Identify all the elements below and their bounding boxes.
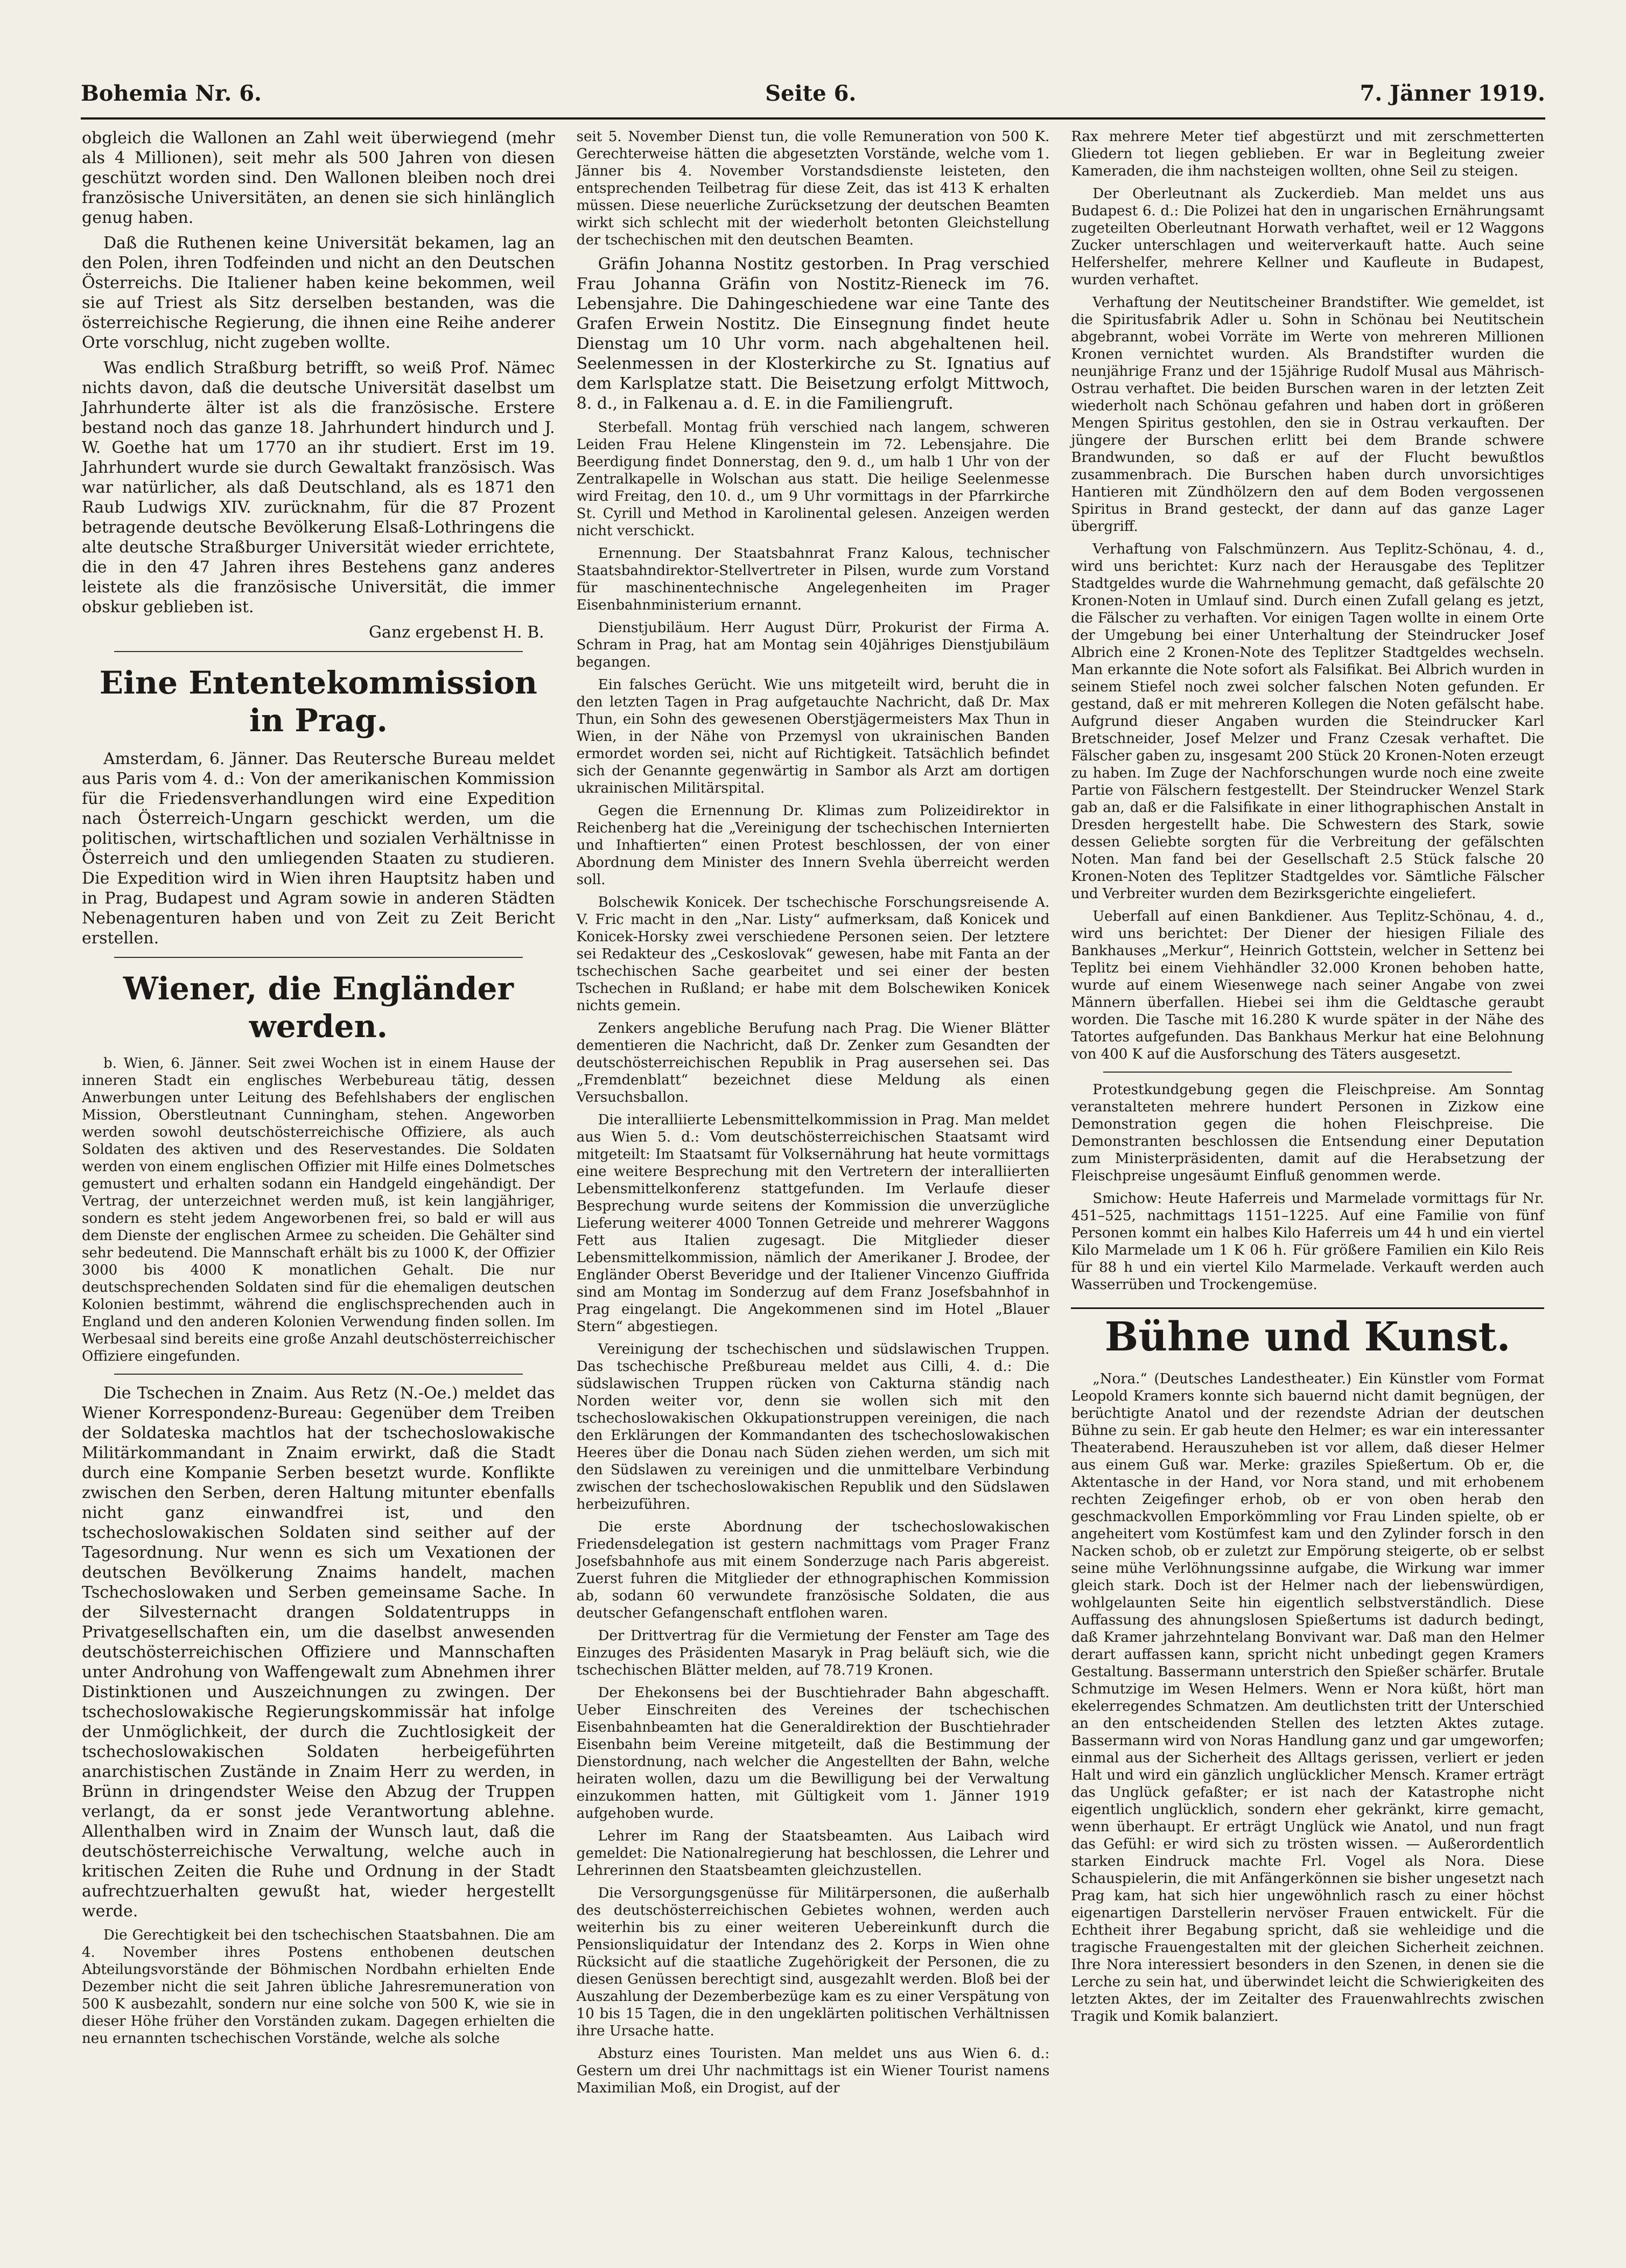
article-text: Der Ehekonsens bei der Buschtiehrader Bahn abgeschafft. Ueber Einschreiten des Vereines der tschechischen Eisenbahnbeamten hat die Generaldirektion der Buschtiehrader Eisenbahn beim Vereine mitgeteilt, daß die Bestimmung der Dienstordnung, nach welcher die Angestellten der Bahn, welche heiraten wollen, dazu um die Bewilligung bei der Verwaltung einzukommen hatten, mit Gültigkeit vom 1. Jänner 1919 aufgehoben wurde. (576, 1685, 1050, 1822)
article-text: Die Tschechen in Znaim. Aus Retz (N.-Oe.) meldet das Wiener Korrespondenz-Bureau: Gegenüber dem Treiben der Soldateska machtlos hat der tschechoslowakische Militärkommandant in Znaim erwirkt, daß die Stadt durch eine Kompanie Serben besetzt wurde. Konflikte zwischen den Serben, deren Haltung mitunter ebenfalls nicht ganz einwandfrei ist, und den tschechoslowakischen Soldaten sind seither auf der Tagesordnung. Nur wenn es sich um Vexationen der deutschen Bevölkerung Znaims handelt, machen Tschechoslowaken und Serben gemeinsame Sache. In der Silvesternacht drangen Soldatentrupps in Privatgesellschaften ein, um die daselbst anwesenden deutschösterreichischen Offiziere und Mannschaften unter Androhung von Waffengewalt zum Abnehmen ihrer Distinktionen und Auszeichnungen zu zwingen. Der tschechoslowakische Regierungskommissär hat infolge der Unmöglichkeit, der durch die Zuchtlosigkeit der tschechoslowakischen Soldaten herbeigeführten anarchistischen Zustände in Znaim Herr zu werden, in Brünn in dringendster Weise den Abzug der Truppen verlangt, da er sonst jede Verantwortung ablehne. Allenthalben wird in Znaim der Wunsch laut, daß die deutschösterreichische Verwaltung, welche auch in kritischen Zeiten die Ruhe und Ordnung in der Stadt aufrechtzuerhalten gewußt hat, wieder hergestellt werde. (82, 1384, 555, 1921)
article-text: Zenkers angebliche Berufung nach Prag. Die Wiener Blätter dementieren die Nachricht, daß Dr. Zenker zum Gesandten der deutschösterreichischen Republik in Prag ausersehen sei. Das „Fremdenblatt“ bezeichnet diese Meldung als einen Versuchsballon. (576, 1020, 1050, 1105)
divider (1103, 1072, 1512, 1073)
article-text: Was endlich Straßburg betrifft, so weiß Prof. Nämec nichts davon, daß die deutsche Universität daselbst um Jahrhunderte älter ist als die französische. Erstere bestand noch das ganze 18. Jahrhundert hindurch und J. W. Goethe hat um 1770 an ihr studiert. Erst im 19. Jahrhundert wurde sie durch Gewaltakt französisch. Was war natürlicher, als daß Deutschland, als es 1871 den Raub Ludwigs XIV. zurücknahm, für die 87 Prozent betragende deutsche Bevölkerung Elsaß-Lothringens die alte deutsche Straßburger Universität wieder errichtete, die in den 47 Jahren ihres Bestehens ganz anderes leistete als die französische Universität, die immer obskur geblieben ist. (82, 359, 555, 617)
article-text: seit 5. November Dienst tun, die volle Remuneration von 500 K. Gerechterweise hätten die abgesetzten Vorstände, welche vom 1. Jänner bis 4. November Vorstandsdienste leisteten, den entsprechenden Teilbetrag für diese Zeit, das ist 413 K erhalten müssen. Diese neuerliche Zurücksetzung der deutschen Beamten wirkt sich schlecht mit der wiederholt betonten Gleichstellung der tschechischen mit den deutschen Beamten. (576, 129, 1050, 248)
article-text: Verhaftung der Neutitscheiner Brandstifter. Wie gemeldet, ist die Spiritusfabrik Adler u. Sohn in Schönau bei Neutitschein abgebrannt, wobei Vorräte im Werte von mehreren Millionen Kronen vernichtet wurden. Als Brandstifter wurden die neunjährige Franz und der 15jährige Rudolf Musal aus Mährisch-Ostrau verhaftet. Die beiden Burschen waren in der letzten Zeit wiederholt nach Schönau gefahren und haben dort in größeren Mengen Spiritus gestohlen, den sie in Ostrau verkauften. Der jüngere der Burschen erlitt bei dem Brande schwere Brandwunden, so daß er auf der Flucht bewußtlos zusammenbrach. Die Burschen haben durch unvorsichtiges Hantieren mit Zündhölzern den auf dem Boden vergossenen Spiritus in Brand gesteckt, der dann auf das ganze Lager übergriff. (1071, 295, 1545, 535)
article-text: Die Gerechtigkeit bei den tschechischen Staatsbahnen. Die am 4. November ihres Postens enthobenen deutschen Abteilungsvorstände der Böhmischen Nordbahn erhielten Ende Dezember nicht die seit Jahren übliche Jahresremuneration von 500 K ausbezahlt, sondern nur eine solche von 500 K, wie sie in dieser Höhe früher den Vorständen zukam. Dagegen erhielten die neu ernannten tschechischen Vorstände, welche als solche (82, 1927, 555, 2047)
article-text: Der Oberleutnant als Zuckerdieb. Man meldet uns aus Budapest 6. d.: Die Polizei hat den in ungarischen Ernährungsamt zugeteilten Oberleutnant Horwath verhaftet, weil er 12 Waggons Zucker unterschlagen und weiterverkauft hatte. Auch seine Helfershelfer, mehrere Kellner und Kaufleute in Budapest, wurden verhaftet. (1071, 186, 1545, 288)
article-text: Verhaftung von Falschmünzern. Aus Teplitz-Schönau, 4. d., wird uns berichtet: Kurz nach der Herausgabe des Teplitzer Stadtgeldes wurde die Wahrnehmung gemacht, daß gefälschte 20 Kronen-Noten in Umlauf sind. Durch einen Zufall gelang es jetzt, die Fälscher zu verhaften. Vor einigen Tagen wollte in einem Orte der Umgebung bei einer Unterhaltung der Steindrucker Josef Albrich eine 2 Kronen-Note des Teplitzer Stadtgeldes wechseln. Man erkannte die Note sofort als Falsifikat. Bei Albrich wurden in seinem Stiefel noch zwei solcher falschen Noten gefunden. Er gestand, daß er mit mehreren Kollegen die Noten gefälscht habe. Aufgrund dieser Angaben wurden die Steindrucker Karl Bretschneider, Josef Melzer und Franz Czesak verhaftet. Die Fälscher gaben zu, insgesamt 200 Stück 20 Kronen-Noten erzeugt zu haben. Im Zuge der Nachforschungen wurde noch eine zweite Partie von Fälschern festgestellt. Der Steindrucker Wenzel Stark gab an, daß er die Falsifikate in einer lithographischen Anstalt in Dresden hergestellt habe. Die Schwestern des Stark, sowie dessen Geliebte sorgten für die Verbreitung der gefälschten Noten. Man fand bei der Gesellschaft 2.5 Stück falsche 20 Kronen-Noten des Teplitzer Stadtgeldes vor. Sämtliche Fälscher und Verbreiter wurden dem Bezirksgerichte eingeliefert. (1071, 541, 1545, 902)
masthead-page-number: Seite 6. (765, 81, 857, 106)
article-text: Amsterdam, 6. Jänner. Das Reutersche Bureau meldet aus Paris vom 4. d.: Von der amerikanischen Kommission für die Friedensverhandlungen wird eine Expedition nach Österreich-Ungarn geschickt werden, um die politischen, wirtschaftlichen und sozialen Verhältnisse in Österreich und den umliegenden Staaten zu studieren. Die Expedition wird in Wien ihren Hauptsitz haben und in Prag, Budapest und Agram sowie in anderen Städten Nebenagenturen haben und von Zeit zu Zeit Bericht erstellen. (82, 750, 555, 948)
article-text: Bolschewik Konicek. Der tschechische Forschungsreisende A. V. Fric macht in den „Nar. Listy“ aufmerksam, daß Konicek und Konicek-Horsky zwei verschiedene Personen seien. Der letztere sei Redakteur des „Ceskoslovak“ gewesen, habe mit Fanta an der tschechischen Sache gearbeitet und sei einer der besten Tschechen in Rußland; er habe mit dem Bolschewiken Konicek nichts gemein. (576, 894, 1050, 1014)
divider (114, 957, 523, 958)
article-text: Sterbefall. Montag früh verschied nach langem, schweren Leiden Frau Helene Klingenstein im 72. Lebensjahre. Die Beerdigung findet Donnerstag, den 9. d., um halb 1 Uhr von der Zentralkapelle in Wolschan aus statt. Die heilige Seelenmesse wird Freitag, den 10. d., um 9 Uhr vormittags in der Pfarrkirche St. Cyrill und Method in Karolinental gelesen. Anzeigen werden nicht verschickt. (576, 419, 1050, 539)
letter-signature: Ganz ergebenst H. B. (369, 623, 544, 642)
headline-ententekommission: Eine Ententekommission in Prag. (99, 664, 537, 739)
masthead-paper: Bohemia Nr. 6. (81, 81, 262, 106)
article-text: Gräfin Johanna Nostitz gestorben. In Prag verschied Frau Johanna Gräfin von Nostitz-Rieneck im 76. Lebensjahre. Die Dahingeschiedene war eine Tante des Grafen Erwein Nostitz. Die Einsegnung findet heute Dienstag um 10 Uhr vorm. nach abgehaltenen heil. Seelenmessen in der Klosterkirche zu St. Ignatius auf dem Karlsplatze statt. Die Beisetzung erfolgt Mittwoch, 8. d., in Falkenau a. d. E. in die Familiengruft. (576, 255, 1050, 413)
article-text: Daß die Ruthenen keine Universität bekamen, lag an den Polen, ihren Todfeinden und nicht an den Deutschen Österreichs. Die Italiener haben keine bekommen, weil sie auf Triest als Sitz derselben bestanden, was die österreichische Regierung, die ihnen eine Reihe anderer Orte vorschlug, nicht zugeben wollte. (82, 234, 555, 352)
article-text: Protestkundgebung gegen die Fleischpreise. Am Sonntag veranstalteten mehrere hundert Personen in Zizkow eine Demonstration gegen die hohen Fleischpreise. Die Demonstranten beschlossen die Entsendung einer Deputation zum Ministerpräsidenten, damit auf die Herabsetzung der Fleischpreise ungesäumt Einfluß genommen werde. (1071, 1082, 1545, 1184)
article-text: Ein falsches Gerücht. Wie uns mitgeteilt wird, beruht die in den letzten Tagen in Prag aufgetauchte Nachricht, daß Dr. Max Thun, ein Sohn des gewesenen Oberstjägermeisters Max Thun in Wien, in der Nähe von Przemysl von ukrainischen Banden ermordet worden sei, nicht auf Richtigkeit. Tatsächlich befindet sich der Genannte gegenwärtig in Sambor als Arzt am dortigen ukrainischen Militärspital. (576, 677, 1050, 796)
article-text: Die erste Abordnung der tschechoslowakischen Friedensdelegation ist gestern nachmittags vom Prager Franz Josefsbahnhofe aus mit einem Sonderzuge nach Paris abgereist. Zuerst fuhren die Mitglieder der ethnographischen Kommission ab, sodann 60 verwundete französische Soldaten, die aus deutscher Gefangenschaft entflohen waren. (576, 1519, 1050, 1621)
article-text: Smichow: Heute Haferreis und Marmelade vormittags für Nr. 451–525, nachmittags 1151–1225. Auf eine Familie von fünf Personen kommt ein halbes Kilo Haferreis um 44 h und ein viertel Kilo Marmelade um 1 K 06 h. Für größere Familien ein Kilo Reis für 88 h und ein viertel Kilo Marmelade. Verkauft werden auch Wasserrüben und Trockengemüse. (1071, 1191, 1545, 1293)
article-text: Lehrer im Rang der Staatsbeamten. Aus Laibach wird gemeldet: Die Nationalregierung hat beschlossen, die Lehrer und Lehrerinnen den Staatsbeamten gleichzustellen. (576, 1828, 1050, 1879)
article-text: Absturz eines Touristen. Man meldet uns aus Wien 6. d.: Gestern um drei Uhr nachmittags ist ein Wiener Tourist namens Maximilian Moß, ein Drogist, auf der (576, 2046, 1050, 2096)
column-2 (576, 128, 1051, 2220)
article-text: Gegen die Ernennung Dr. Klimas zum Polizeidirektor in Reichenberg hat die „Vereinigung der tschechischen Internierten und Inhaftierten“ einen Protest beschlossen, der von einer Abordnung dem Minister des Innern Svehla überreicht werden soll. (576, 803, 1050, 888)
article-text: „Nora.“ (Deutsches Landestheater.) Ein Künstler vom Format Leopold Kramers konnte sich bauernd nicht damit begnügen, der berüchtigte Anatol und der rezendste Adrian der deutschen Bühne zu sein. Er gab heute den Helmer; es war ein interessanter Theaterabend. Herauszuheben ist vor allem, daß dieser Helmer aus einem Guß war. Merke: graziles Spießertum. Ob er, die Aktentasche in der Hand, vor Nora stand, und mit erhobenem rechten Zeigefinger erhob, ob er von oben herab den geschmackvollen Emporkömmling vor Frau Linden spielte, ob er angeheitert vom Kostümfest kam und den Zylinder forsch in den Nacken schob, ob er zuletzt zur Empörung steigerte, ob er selbst seine mühe Verlöhnungssinne aufgabe, die Wirkung war immer gleich stark. Doch ist der Helmer nach der liebenswürdigen, wohlgelaunten Seite hin eigentlich selbstverständlich. Diese Auffassung des ahnungslosen Spießertums ist dadurch bedingt, daß Kramer jahrzehntelang Bonvivant war. Daß man den Helmer derart auffassen kann, spricht nicht unbedingt gegen Kramers Gestaltung. Bassermann unterstrich den Spießer schärfer. Brutale Schmutzige im Wesen Helmers. Wenn er Nora küßt, hört man ekelerregendes Schmatzen. Am deutlichsten tritt der Unterschied an den entscheidenden Stellen des letzten Aktes zutage. Bassermann wird von Noras Handlung ganz und gar umgeworfen; einmal aus der Sicherheit des Alltags gerissen, verliert er jeden Halt und wird ein gänzlich unglücklicher Mensch. Kramer erträgt das Unglück gefaßter; er ist nach der Katastrophe nicht eigentlich unglücklich, sondern eher gekränkt, kirre gemacht, wenn überhaupt. Er erträgt Unglück wie Anatol, und nun fragt das Gefühl: er wird sich zu trösten wissen. — Außerordentlich starken Eindruck machte Frl. Vogel als Nora. Diese Schauspielerin, die mit Anfängerkönnen sie bisher ungesetzt nach Prag kam, hat sich hier ungewöhnlich rasch zu einer höchst eigenartigen Darstellerin nervöser Frauen entwickelt. Für die Echtheit ihrer Begabung spricht, daß sie wehleidige und die tragische Frauengestalten mit der gleichen Sicherheit zeichnen. Ihre Nora interessiert besonders in den Szenen, in denen sie die Lerche zu sein hat, und überwindet leicht die Schwierigkeiten des letzten Aktes, der im Zeitalter des Frauenwahlrechts zwischen Tragik und Komik balanziert. (1071, 1371, 1545, 2025)
article-text: Die interalliierte Lebensmittelkommission in Prag. Man meldet aus Wien 5. d.: Vom deutschösterreichischen Staatsamt wird mitgeteilt: Im Staatsamt für Volksernährung hat heute vormittags eine weitere Besprechung mit den Vertretern der interalliierten Lebensmittelkonferenz stattgefunden. Im Verlaufe dieser Besprechung wurde seitens der Kommission die unverzügliche Lieferung weiterer 4000 Tonnen Getreide und mehrerer Waggons Fett aus Italien zugesagt. Die Mitglieder dieser Lebensmittelkommission, nämlich der Amerikaner J. Brodee, der Engländer Oberst Beveridge und der Italiener Vincenzo Giuffrida sind am Montag im Sonderzug auf dem Franz Josefsbahnhof in Prag eingelangt. Die Angekommenen sind im Hotel „Blauer Stern“ abgestiegen. (576, 1112, 1050, 1335)
article-text: Ueberfall auf einen Bankdiener. Aus Teplitz-Schönau, 4. d., wird uns berichtet: Der Diener der hiesigen Filiale des Bankhauses „Merkur“, Heinrich Gottstein, welcher in Settenz bei Teplitz bei einem Viehhändler 32.000 Kronen behoben hatte, wurde auf einem Wiesenwege nach seiner Angabe von zwei Männern überfallen. Hiebei sei ihm die Geldtasche geraubt worden. Die Tasche mit 16.280 K wurde später in der Nähe des Tatortes aufgefunden. Das Bankhaus Merkur hat eine Belohnung von 400 K auf die Ausforschung des Täters ausgesetzt. (1071, 908, 1545, 1062)
columns (81, 128, 1545, 2220)
article-text: Ernennung. Der Staatsbahnrat Franz Kalous, technischer Staatsbahndirektor-Stellvertreter in Pilsen, wurde zum Vorstand für maschinentechnische Angelegenheiten im Prager Eisenbahnministerium ernannt. (576, 545, 1050, 613)
article-text: obgleich die Wallonen an Zahl weit überwiegend (mehr als 4 Millionen), seit mehr als 500 Jahren von diesen geschützt worden sind. Den Wallonen bleiben noch drei französische Universitäten, an denen sie sich hinlänglich genug haben. (82, 129, 555, 227)
column-3 (1070, 128, 1545, 2220)
column-1 (81, 128, 556, 2220)
article-text: b. Wien, 6. Jänner. Seit zwei Wochen ist in einem Hause der inneren Stadt ein englisches Werbebureau tätig, dessen Anwerbungen unter Leitung des Befehlshabers der englischen Mission, Oberstleutnant Cunningham, stehen. Angeworben werden sowohl deutschösterreichische Offiziere, als auch Soldaten des aktiven und des Reservestandes. Die Soldaten werden von einem englischen Offizier mit Hilfe eines Dolmetsches gemustert und erhalten sodann ein Handgeld eingehändigt. Der Vertrag, der unterzeichnet werden muß, ist kein langjähriger, sondern es steht jedem Angeworbenen frei, so bald er will aus dem Dienste der englischen Armee zu scheiden. Die Gehälter sind sehr bedeutend. Die Mannschaft erhält bis zu 1000 K, der Offizier 3000 bis 4000 K monatlichen Gehalt. Die nur deutschsprechenden Soldaten sind für die ehemaligen deutschen Kolonien bestimmt, während die englischsprechenden auch in England und den anderen Kolonien Verwendung finden sollen. Im Werbesaal sind bereits eine große Anzahl deutschösterreichischer Offiziere eingefunden. (82, 1055, 555, 1364)
masthead-rule (81, 117, 1545, 120)
article-text: Dienstjubiläum. Herr August Dürr, Prokurist der Firma A. Schram in Prag, hat am Montag sein 40jähriges Dienstjubiläum begangen. (576, 620, 1050, 670)
article-text: Vereinigung der tschechischen und südslawischen Truppen. Das tschechische Preßbureau meldet aus Cilli, 4. d.: Die südslawischen Truppen rücken von Cakturna ständig nach Norden weiter vor, denn sie wollen sich mit den tschechoslowakischen Okkupationstruppen vereinigen, die nach den Erklärungen der Kommandanten des tschechoslowakischen Heeres über die Donau nach Süden ziehen werden, um sich mit den Südslawen zu vereinigen und die unmittelbare Verbindung zwischen der tschechoslowakischen Republik und den Südslawen herbeizuführen. (576, 1341, 1050, 1513)
article-text: Rax mehrere Meter tief abgestürzt und mit zerschmetterten Gliedern tot liegen geblieben. Er war in Begleitung zweier Kameraden, die ihm nachsteigen wollten, ohne Seil zu steigen. (1071, 129, 1545, 179)
divider (114, 1374, 523, 1375)
divider (114, 651, 523, 652)
section-head-buehne-und-kunst: Bühne und Kunst. (1071, 1307, 1544, 1361)
article-text: Die Versorgungsgenüsse für Militärpersonen, die außerhalb des deutschösterreichischen Gebietes wohnen, werden auch weiterhin bis zu einer weiteren Uebereinkunft durch die Pensionsliquidatur der Intendanz des 2. Korps in Wien ohne Rücksicht auf die staatliche Zugehörigkeit der Personen, die zu diesen Genüssen berechtigt sind, ausgezahlt werden. Bloß bei der Auszahlung der Dezemberbezüge kam es zu einer Verspätung von 10 bis 15 Tagen, die in den ungeklärten politischen Verhältnissen ihre Ursache hatte. (576, 1885, 1050, 2039)
headline-wiener-englaender: Wiener, die Engländer werden. (123, 970, 514, 1045)
article-text: Der Drittvertrag für die Vermietung der Fenster am Tage des Einzuges des Präsidenten Masaryk in Prag beläuft sich, wie die tschechischen Blätter melden, auf 78.719 Kronen. (576, 1628, 1050, 1678)
masthead-date: 7. Jänner 1919. (1359, 81, 1545, 106)
masthead (81, 81, 1545, 113)
